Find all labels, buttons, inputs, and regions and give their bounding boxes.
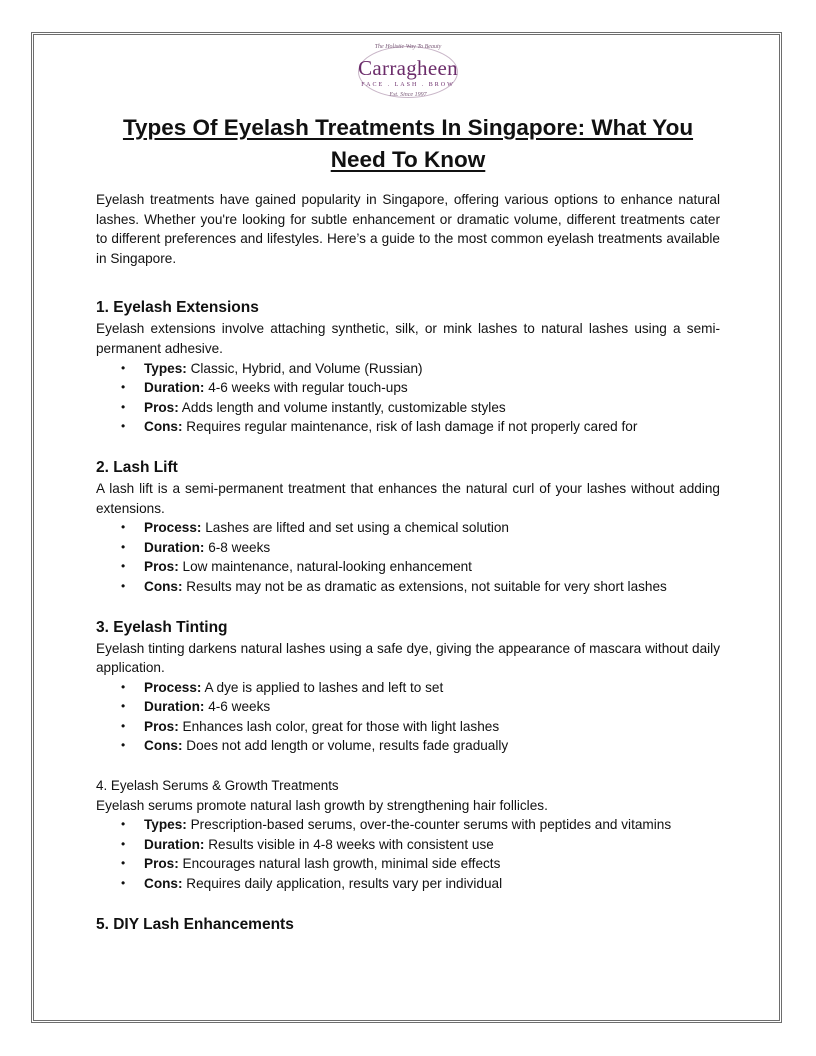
bullet-list — [96, 359, 720, 437]
logo-services: FACE . LASH . BROW — [361, 82, 455, 88]
intro-paragraph: Eyelash treatments have gained popularity in Singapore, offering various options to enhance natural lashes. Whether you're looking for subtle enhancement or dramatic volume, different treatments cater to different preferences and lifestyles. Here’s a guide to the most common eyelash treatments available in Singapore. — [96, 192, 720, 266]
list-item — [144, 518, 720, 538]
list-item — [144, 557, 720, 577]
section-heading: 2. Lash Lift — [96, 458, 178, 476]
logo-name: Carragheen — [358, 56, 458, 80]
logo-established: Est. Since 1997 — [389, 92, 427, 98]
logo-tagline: The Holistic Way To Beauty — [374, 44, 442, 50]
bullet-text: Results may not be as dramatic as extensions, not suitable for very short lashes — [186, 578, 667, 594]
list-item — [144, 717, 720, 737]
list-item — [144, 398, 720, 418]
bullet-label: Duration: — [144, 836, 205, 852]
article-body — [96, 190, 720, 956]
section-description: Eyelash extensions involve attaching synthetic, silk, or mink lashes to natural lashes using a semi-permanent adhesive. — [96, 321, 720, 356]
bullet-text: Results visible in 4-8 weeks with consistent use — [208, 836, 494, 852]
bullet-text: Prescription-based serums, over-the-counter serums with peptides and vitamins — [190, 817, 672, 833]
bullet-list — [96, 815, 720, 893]
bullet-label: Pros: — [144, 559, 179, 575]
bullet-list — [96, 518, 720, 596]
bullet-text: Requires regular maintenance, risk of lash damage if not properly cared for — [186, 419, 638, 435]
list-item — [144, 736, 720, 756]
bullet-label: Pros: — [144, 856, 179, 872]
section-eyelash-extensions — [96, 297, 720, 437]
list-item — [144, 815, 720, 835]
bullet-text: Encourages natural lash growth, minimal side effects — [182, 856, 501, 872]
bullet-label: Types: — [144, 817, 187, 833]
bullet-label: Types: — [144, 360, 187, 376]
section-description: A lash lift is a semi-permanent treatment that enhances the natural curl of your lashes without adding extensions. — [96, 480, 720, 516]
section-eyelash-tinting — [96, 617, 720, 757]
bullet-label: Cons: — [144, 419, 183, 435]
bullet-text: Requires daily application, results vary per individual — [186, 876, 503, 892]
list-item — [144, 678, 720, 698]
bullet-text: A dye is applied to lashes and left to set — [204, 679, 444, 695]
bullet-label: Process: — [144, 679, 202, 695]
bullet-text: 4-6 weeks with regular touch-ups — [208, 380, 408, 396]
section-description: Eyelash tinting darkens natural lashes using a safe dye, giving the appearance of mascara without daily application. — [96, 640, 720, 676]
bullet-label: Duration: — [144, 380, 205, 396]
section-heading: 1. Eyelash Extensions — [96, 299, 259, 317]
bullet-text: 6-8 weeks — [208, 539, 271, 555]
list-item — [144, 378, 720, 398]
section-heading: 4. Eyelash Serums & Growth Treatments — [96, 778, 339, 794]
section-heading: 3. Eyelash Tinting — [96, 618, 228, 636]
list-item — [144, 697, 720, 717]
bullet-label: Duration: — [144, 699, 205, 715]
section-lash-lift — [96, 457, 720, 597]
bullet-label: Process: — [144, 520, 202, 536]
bullet-label: Cons: — [144, 876, 183, 892]
bullet-label: Duration: — [144, 539, 205, 555]
bullet-text: Classic, Hybrid, and Volume (Russian) — [190, 360, 423, 376]
bullet-text: Lashes are lifted and set using a chemical solution — [205, 520, 509, 536]
list-item — [144, 874, 720, 894]
list-item — [144, 538, 720, 558]
list-item — [144, 854, 720, 874]
list-item — [144, 359, 720, 379]
bullet-text: Enhances lash color, great for those with light lashes — [182, 718, 500, 734]
bullet-text: Adds length and volume instantly, customizable styles — [181, 399, 506, 415]
section-diy-lash-enhancements — [96, 914, 720, 936]
bullet-text: Does not add length or volume, results fade gradually — [186, 738, 509, 754]
bullet-text: 4-6 weeks — [208, 699, 271, 715]
list-item — [144, 835, 720, 855]
carragheen-logo — [340, 44, 476, 108]
bullet-text: Low maintenance, natural-looking enhancement — [182, 559, 472, 575]
bullet-label: Pros: — [144, 718, 179, 734]
bullet-label: Cons: — [144, 578, 183, 594]
bullet-label: Pros: — [144, 399, 179, 415]
section-description: Eyelash serums promote natural lash growth by strengthening hair follicles. — [96, 797, 548, 813]
section-heading: 5. DIY Lash Enhancements — [96, 915, 294, 933]
bullet-list — [96, 678, 720, 756]
bullet-label: Cons: — [144, 738, 183, 754]
list-item — [144, 417, 720, 437]
list-item — [144, 577, 720, 597]
section-eyelash-serums — [96, 776, 720, 894]
page-title: Types Of Eyelash Treatments In Singapore: What You Need To Know — [122, 115, 694, 172]
